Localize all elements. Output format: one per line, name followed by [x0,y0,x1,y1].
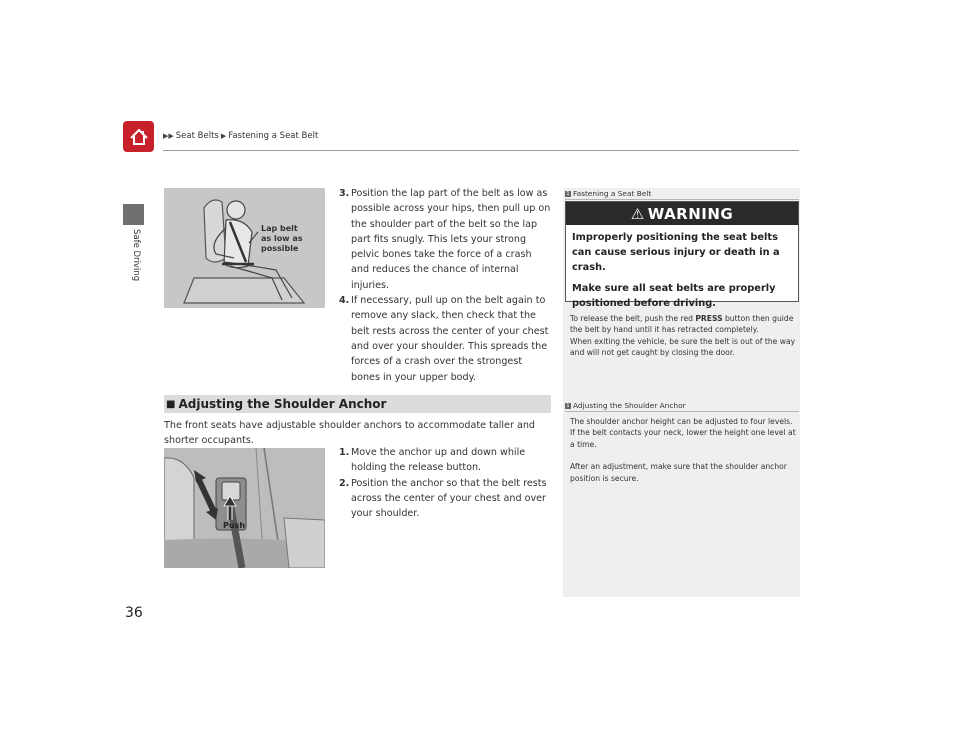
step-item [339,445,551,476]
page-number: 36 [125,605,143,621]
warning-triangle-icon: ⚠ [630,204,645,223]
anchor-steps [339,445,551,521]
reference-icon: 1 [566,190,570,197]
note-divider [565,199,799,200]
note-body-text: To release the belt, push the red [570,314,696,323]
warning-box [565,201,799,309]
lap-belt-callout: Lap belt as low as possible [261,224,303,253]
note-title [565,401,686,410]
home-icon [128,127,150,147]
home-button[interactable] [123,121,154,152]
breadcrumb-arrow-icon: ▶ [220,132,227,140]
step-text: Position the anchor so that the belt rests across the center of your chest and over your shoulder. [351,477,547,520]
header-divider [163,150,799,151]
note-divider [565,411,799,412]
step-number: 1. [339,447,350,458]
step-text: Move the anchor up and down while holding the release button. [351,447,526,474]
note-body-text: When exiting the vehicle, be sure the belt is out of the way and will not get caught by closing the door. [570,336,796,358]
note-title-text: Adjusting the Shoulder Anchor [573,401,686,410]
step-number: 3. [339,188,350,199]
shoulder-anchor-illustration [164,448,325,568]
warning-label: WARNING [647,204,734,223]
step-item [339,186,551,293]
warning-header [566,202,798,225]
press-button-label: PRESS [695,314,723,323]
note-body-text: After an adjustment, make sure that the shoulder anchor position is secure. [570,462,787,483]
breadcrumb-item[interactable]: Seat Belts [175,131,219,141]
step-item [339,293,551,385]
step-text: If necessary, pull up on the belt again to remove any slack, then check that the belt rests across the center of your chest and over your shoulder. This spreads the forces of a crash over the strongest bones in your upper body. [351,295,549,383]
fastening-steps [339,186,551,385]
note-title-text: Fastening a Seat Belt [573,189,652,198]
step-number: 2. [339,477,350,489]
note-body [570,313,796,359]
breadcrumb-item[interactable]: Fastening a Seat Belt [228,131,319,141]
note-body [570,416,796,484]
note-title [565,189,651,198]
section-intro: The front seats have adjustable shoulder anchors to accommodate taller and shorter occupants. [164,420,535,447]
step-item [339,476,551,522]
reference-icon: 1 [566,402,570,409]
warning-text [566,225,798,311]
note-body-text: button then guide the belt by hand until it has retracted completely. [570,314,794,335]
breadcrumb-arrow-icon: ▶▶ [163,132,174,140]
note-body-text: The shoulder anchor height can be adjusted to four levels. If the belt contacts your neck, lower the height one level at a time. [570,417,796,449]
warning-line: Make sure all seat belts are properly positioned before driving. [572,283,776,309]
chapter-label: Safe Driving [131,229,141,282]
section-heading-text: Adjusting the Shoulder Anchor [178,397,387,411]
chapter-tab[interactable] [123,204,144,225]
square-bullet-icon: ■ [166,398,176,410]
push-callout: Push [223,521,246,530]
lap-belt-illustration [164,188,325,308]
section-heading [164,395,551,413]
step-text: Position the lap part of the belt as low as possible across your hips, then pull up on the shoulder part of the belt so the lap part fits snugly. This lets your strong pelvic bones take the force of a crash and reduces the chance of internal injuries. [351,188,551,291]
step-number: 4. [339,295,350,307]
warning-line: Improperly positioning the seat belts can cause serious injury or death in a crash. [572,232,780,273]
breadcrumb [163,131,318,141]
